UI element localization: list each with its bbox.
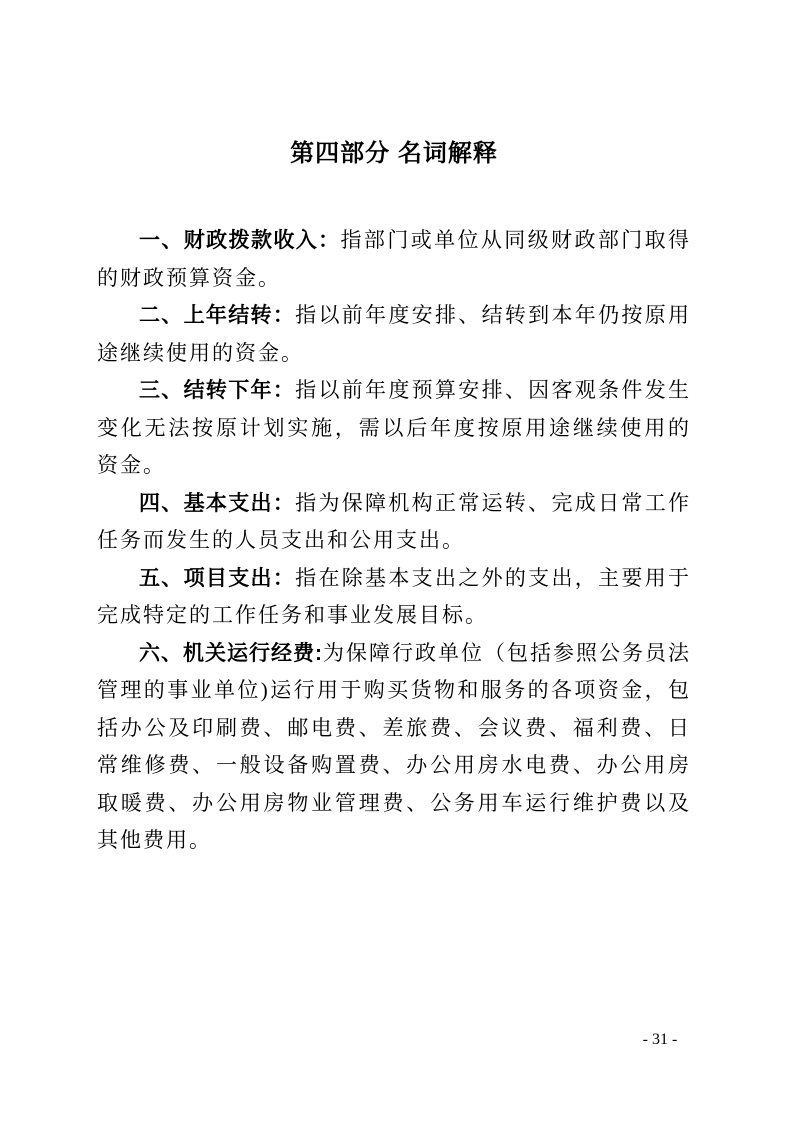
term-paragraph-carryover-from-previous-year (97, 297, 691, 372)
term-lead: 五、项目支出： (139, 566, 296, 590)
term-definition: 指以前年度安排、结转到本年仍按原用途继续使用的资金。 (97, 303, 692, 365)
term-lead: 三、结转下年： (139, 379, 296, 402)
page-number: - 31 - (642, 1031, 678, 1048)
page-content (97, 140, 691, 860)
term-paragraph-agency-operating-funds (97, 635, 691, 860)
term-paragraph-project-expenditure (97, 560, 691, 635)
term-lead: 六、机关运行经费: (139, 641, 323, 665)
term-lead: 四、基本支出： (139, 491, 296, 515)
term-definition: 指部门或单位从同级财政部门取得的财政预算资金。 (97, 228, 692, 290)
term-paragraph-fiscal-appropriation-income (97, 222, 691, 297)
term-paragraph-basic-expenditure (97, 485, 691, 560)
page-title: 第四部分 名词解释 (290, 140, 498, 167)
term-lead: 一、财政拨款收入： (139, 229, 341, 252)
term-definition: 指在除基本支出之外的支出，主要用于完成特定的工作任务和事业发展目标。 (97, 565, 692, 627)
term-definition: 为保障行政单位（包括参照公务员法管理的事业单位)运行用于购买货物和服务的各项资金，包括办公及印刷费、邮电费、差旅费、会议费、福利费、日常维修费、一般设备购置费、办公用房水电费、办公用房取暖费、办公用房物业管理费、公务用车运行维护费以及其他费用。 (97, 640, 691, 852)
term-lead: 二、上年结转： (139, 304, 296, 327)
term-definition: 指为保障机构正常运转、完成日常工作任务而发生的人员支出和公用支出。 (97, 490, 692, 552)
term-paragraph-carryover-to-next-year (97, 372, 691, 485)
term-definition: 指以前年度预算安排、因客观条件发生变化无法按原计划实施，需以后年度按原用途继续使用的资金。 (97, 378, 692, 477)
